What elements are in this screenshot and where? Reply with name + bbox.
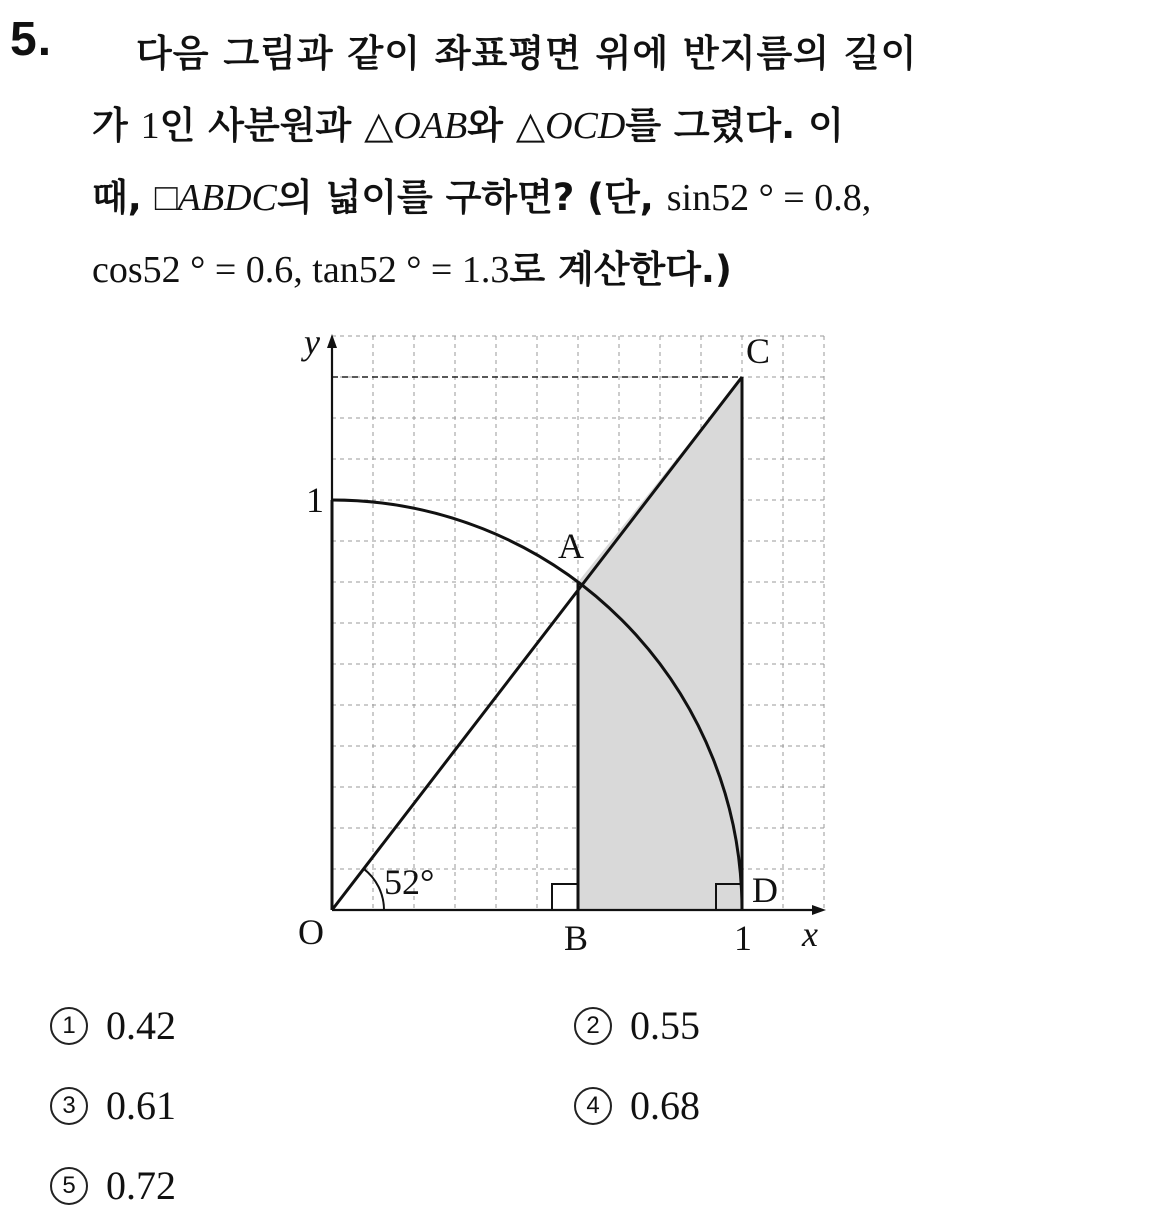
stem-text: 가: [92, 104, 141, 147]
right-angle-mark-b: [552, 884, 578, 910]
stem-line-2: [92, 90, 1132, 162]
choice-5[interactable]: [50, 1156, 176, 1216]
stem-line-1: 다음 그림과 같이 좌표평면 위에 반지름의 길이: [136, 32, 918, 75]
choice-number-2: 2: [574, 1007, 612, 1045]
stem-text: 인 사분원과: [159, 104, 365, 147]
angle-label: 52°: [384, 862, 435, 902]
choice-value: 0.72: [106, 1163, 176, 1208]
stem-text: 를 그렸다. 이: [625, 104, 844, 147]
choice-1[interactable]: [50, 996, 176, 1056]
coordinate-figure: [270, 318, 860, 968]
square-symbol: □: [154, 177, 178, 219]
question-number: 5.: [10, 13, 53, 66]
stem-text: 와: [467, 104, 516, 147]
choice-2[interactable]: [574, 996, 700, 1056]
choice-3[interactable]: [50, 1076, 176, 1136]
triangle-symbol: △: [515, 105, 546, 147]
choice-value: 0.42: [106, 1003, 176, 1048]
stem-text: 의 넓이를 구하면? (단,: [276, 176, 667, 219]
point-a-label: A: [558, 526, 584, 566]
choice-number-4: 4: [574, 1087, 612, 1125]
stem-text: 로 계산한다.): [509, 248, 732, 291]
stem-line-4: [92, 234, 1132, 306]
sin-condition: sin52 ° = 0.8,: [666, 177, 872, 219]
question-stem: [92, 18, 1132, 306]
stem-line-3: [92, 162, 1132, 234]
triangle-ocd-name: OCD: [545, 105, 626, 147]
y-tick-1-label: 1: [306, 480, 324, 520]
y-axis-label: y: [304, 322, 320, 362]
choice-4[interactable]: [574, 1076, 700, 1136]
angle-arc-52: [363, 868, 384, 910]
tan-condition: tan52 ° = 1.3: [312, 249, 510, 291]
point-b-label: B: [564, 918, 589, 958]
triangle-oab-name: OAB: [393, 105, 468, 147]
choice-number-1: 1: [50, 1007, 88, 1045]
point-c-label: C: [746, 331, 771, 371]
choice-value: 0.61: [106, 1083, 176, 1128]
choice-value: 0.68: [630, 1083, 700, 1128]
point-o-label: O: [298, 912, 324, 952]
choice-value: 0.55: [630, 1003, 700, 1048]
x-axis-label: x: [802, 914, 818, 954]
stem-text: 때,: [92, 176, 155, 219]
choice-number-3: 3: [50, 1087, 88, 1125]
cos-condition: cos52 ° = 0.6,: [92, 249, 313, 291]
quad-abdc-name: ABDC: [177, 177, 277, 219]
radius-value: 1: [140, 105, 160, 147]
x-tick-1-label: 1: [734, 918, 752, 958]
choice-number-5: 5: [50, 1167, 88, 1205]
answer-choices: [50, 996, 1150, 1216]
point-d-label: D: [752, 870, 778, 910]
triangle-symbol: △: [364, 105, 394, 147]
figure-svg: [270, 318, 860, 968]
